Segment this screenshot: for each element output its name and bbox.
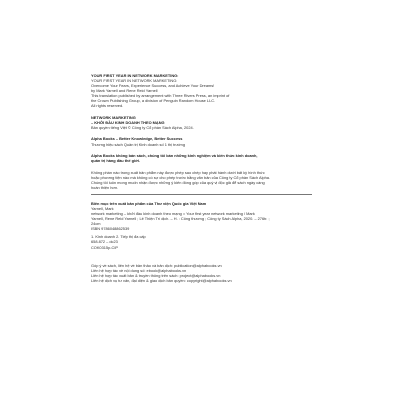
cip-heading: Biên mục trên xuất bản phẩm của Thư viện Quốc gia Việt Nam [91, 200, 207, 206]
translation-note-line-2: the Crown Publishing Group, a division of Penguin Random House LLC. [91, 98, 216, 104]
vietnamese-copyright: Bản quyền tiếng Việt © Công ty Cổ phần Sách Alpha, 2024. [91, 124, 194, 130]
legal-notice-line-1: Không phần nào trong xuất bản phẩm này được phép sao chép hay phát hành dưới bất kỳ hình thức [91, 169, 265, 175]
translation-note-line-1: This translation published by arrangement with Three Rivers Press, an imprint of [91, 93, 230, 99]
contact-line-3: Liên hệ hợp tác xuất bản & truyền thông trên sách: project@alphabooks.vn [91, 272, 221, 278]
original-subtitle: Overcome Your Fears, Experience Success, and Achieve Your Dreams! [91, 83, 215, 89]
mission-line-1: Alpha Books không bán sách, chúng tôi bán những kinh nghiệm và kiến thức kinh doanh, [91, 153, 258, 159]
contact-line-4: Liên hệ dịch vụ tư vấn, đại diện & giao dịch bản quyền: copyright@alphabooks.vn [91, 277, 232, 283]
publisher-brand-note: Thương hiệu sách Quản trị Kinh doanh số 1 thị trường [91, 141, 186, 147]
rights-statement: All rights reserved. [91, 103, 124, 109]
vietnamese-title-line-2: – KHỞI ĐẦU KINH DOANH THEO MẠNG [91, 119, 165, 125]
cip-subject: 1. Kinh doanh 2. Tiếp thị đa cấp [91, 234, 146, 240]
copyright-page [91, 73, 339, 283]
legal-notice-line-2: hoặc phương tiện nào mà không có sự cho phép trước bằng văn bản của Công ty Cổ phần Sách Alpha. [91, 174, 271, 180]
cip-description-line-2: Yarnell, Rene Reid Yarnell ; Lê Thiện Trí dịch. – H. : Công thương ; Công ty Sách Alpha, 2020. – 276tr. ; [91, 215, 270, 221]
publisher-slogan: Alpha Books – Better Knowledge, Better Success [91, 136, 183, 142]
cip-description-line-1: network marketing – khởi đầu kinh doanh theo mạng = Your first year network marketing / Mark [91, 210, 255, 216]
publisher-block [91, 136, 339, 146]
copyright-block-en [91, 73, 339, 108]
cip-isbn: ISBN 9786048862539 [91, 226, 130, 232]
legal-notice-line-3: Chúng tôi luôn mong muốn nhận được những ý kiến đóng góp của quý vị độc giả để sách ngày càng [91, 179, 265, 185]
cip-classification-1: 658.872 – dc23 [91, 239, 118, 245]
cip-block [91, 201, 339, 250]
section-divider [91, 194, 312, 195]
contact-line-2: Liên hệ hợp tác về nội dung số: ebook@alphabooks.vn [91, 267, 187, 273]
legal-notice [91, 170, 339, 190]
cip-description-line-3: 24cm [91, 221, 101, 227]
vietnamese-title-line-1: NETWORK MARKETING [91, 114, 136, 120]
contact-line-1: Góp ý về sách, liên hệ về bản thảo và bản dịch: publication@alphabooks.vn [91, 262, 222, 268]
cip-author: Yarnell, Mark [91, 205, 114, 211]
mission-block [91, 153, 339, 163]
mission-line-2: quản trị hàng đầu thế giới. [91, 158, 141, 164]
original-authors: by Mark Yarnell and Rene Reid Yarnell [91, 88, 158, 94]
original-title: YOUR FIRST YEAR IN NETWORK MARKETING: [91, 73, 179, 78]
cip-classification-2: COK0315p-CIP [91, 244, 119, 250]
contact-block [91, 263, 339, 283]
legal-notice-line-4: hoàn thiện hơn. [91, 184, 119, 190]
vietnamese-title-block [91, 115, 339, 130]
original-title-repeat: YOUR FIRST YEAR IN NETWORK MARKETING: [91, 78, 178, 84]
